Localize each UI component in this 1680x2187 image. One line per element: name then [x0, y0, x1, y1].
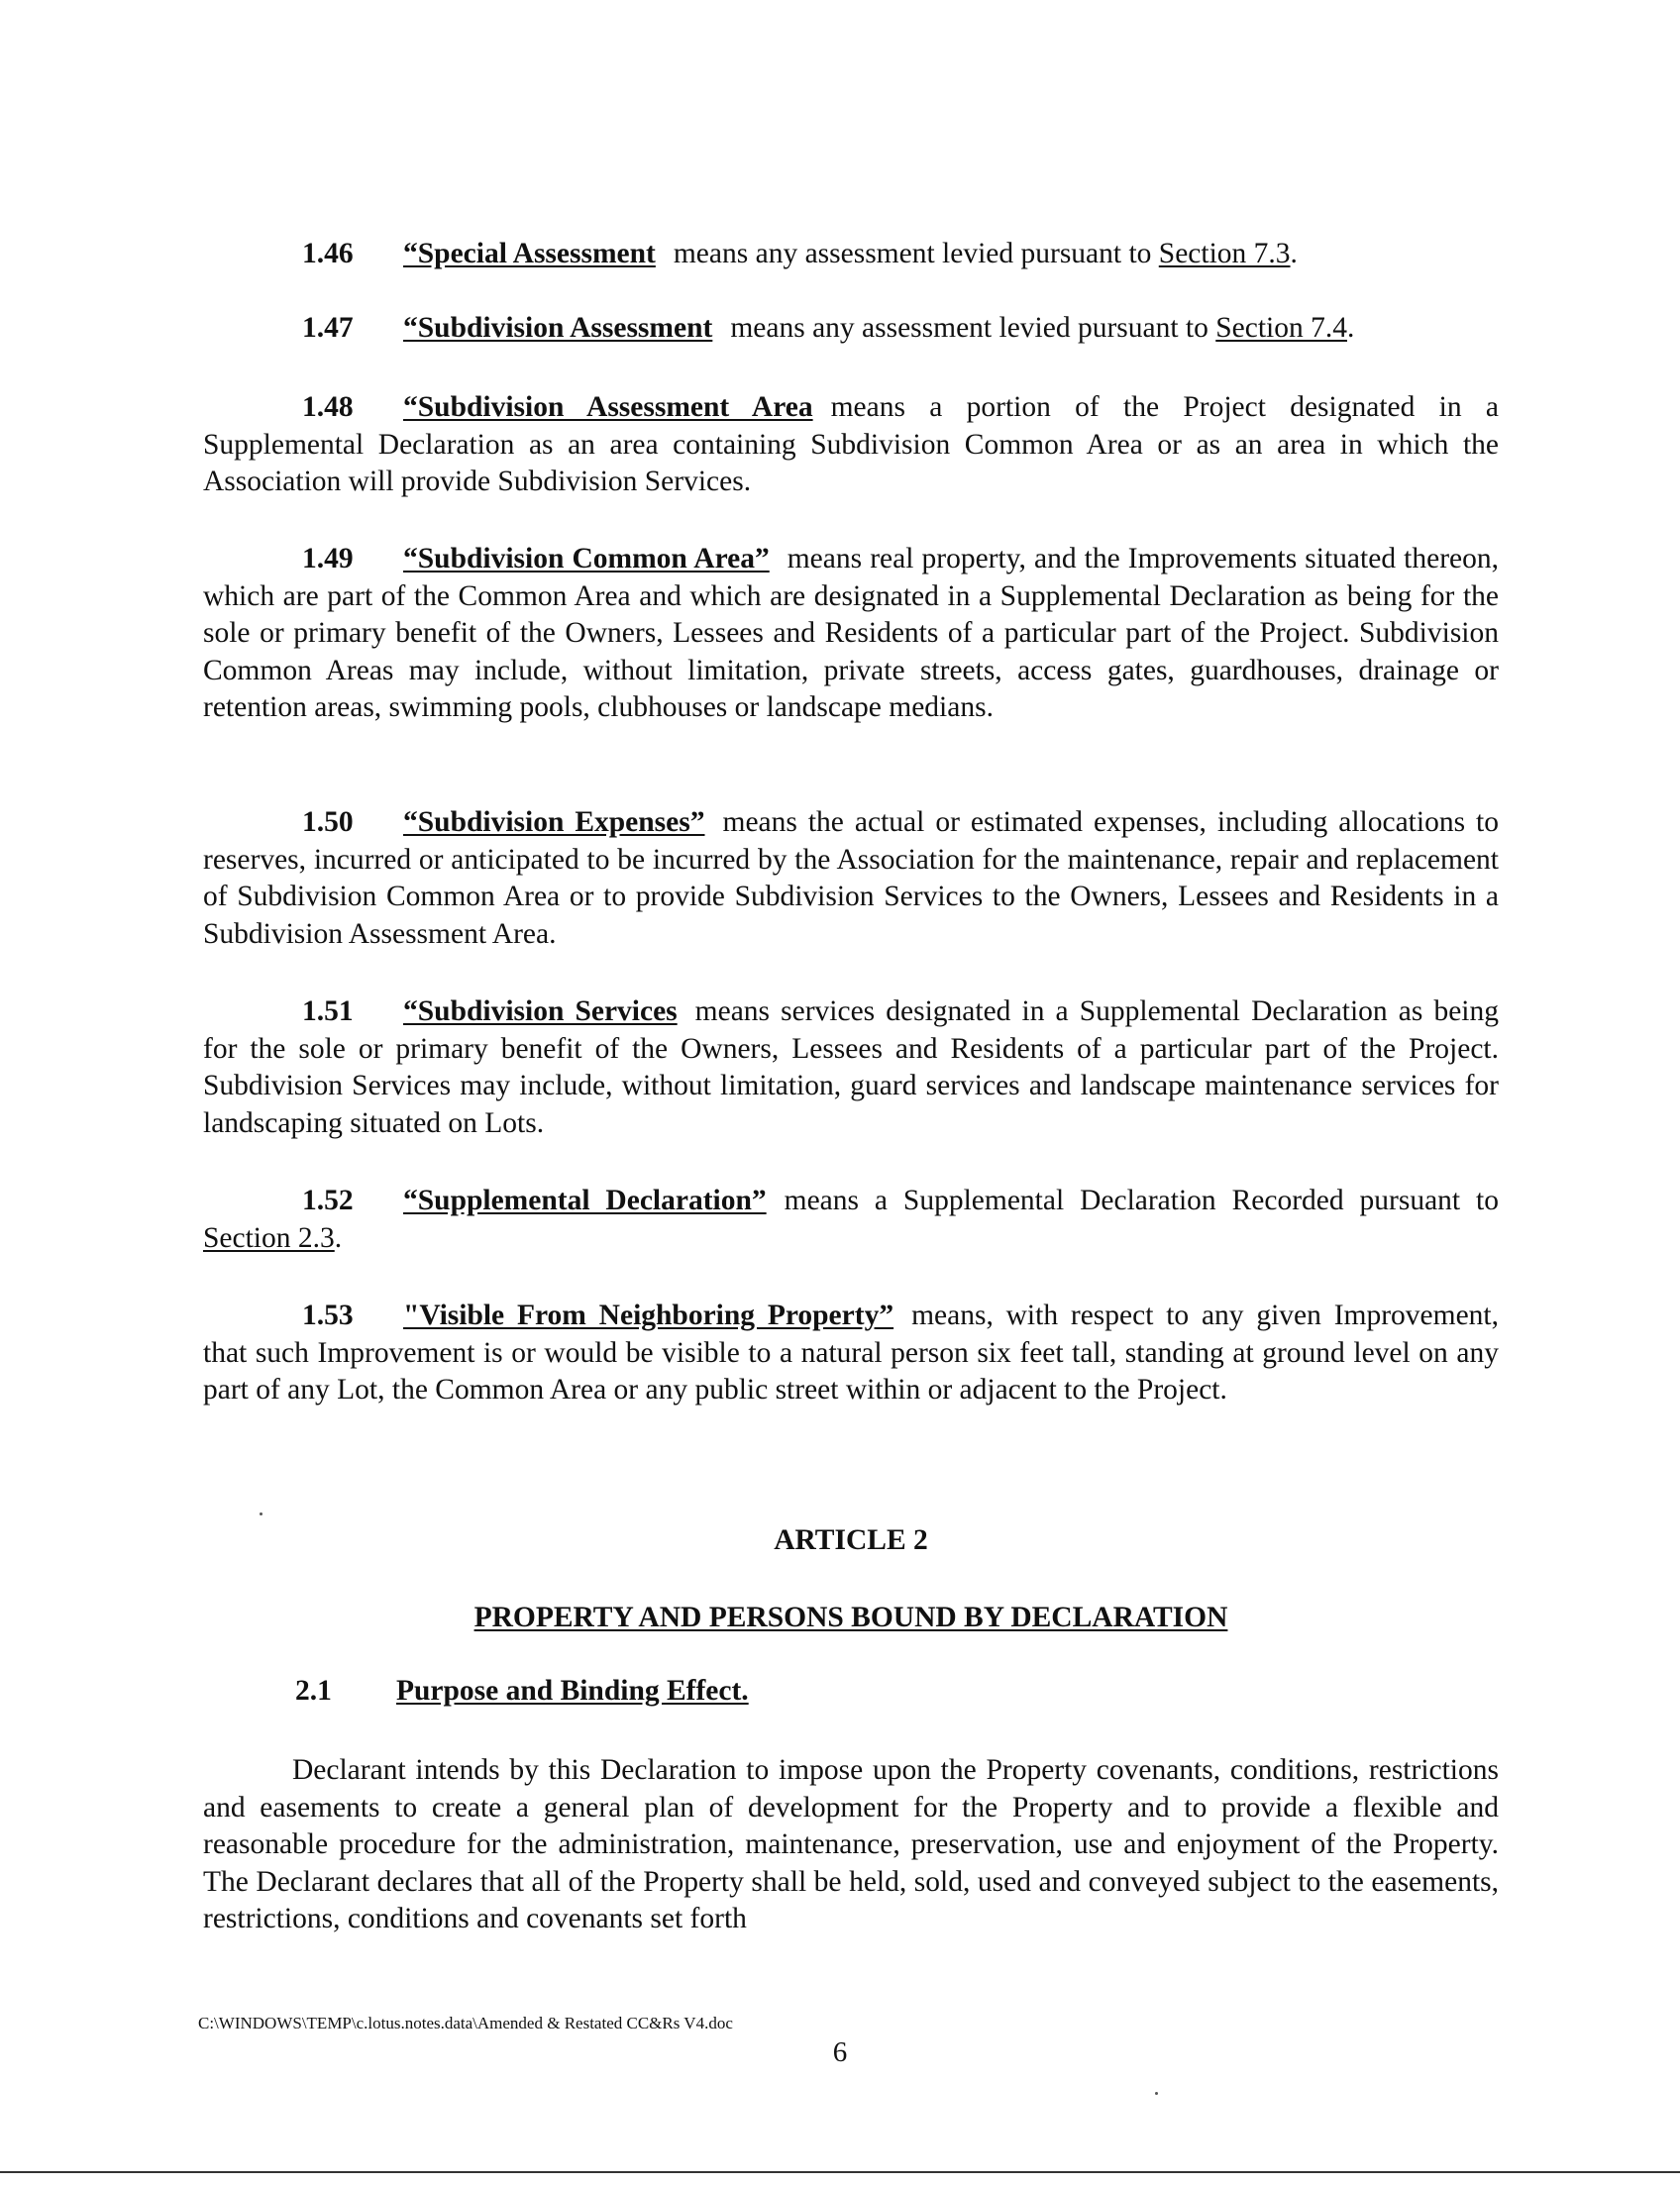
footer-file-path: C:\WINDOWS\TEMP\c.lotus.notes.data\Amended & Restated CC&Rs V4.doc — [198, 2014, 733, 2032]
definition-1-52: 1.52 “Supplemental Declaration” means a Supplemental Declaration Recorded pursuant to Section 2.3. — [203, 1185, 1499, 1254]
article-subtitle: PROPERTY AND PERSONS BOUND BY DECLARATION — [473, 1602, 1228, 1633]
definition-text: means the actual or estimated expenses, including allocations to reserves, incurred or anticipated to be incurred by the Association for the maintenance, repair and replacement of Subdivision Common Area or to provide Subdivision Services to the Owners, Lessees and Residents in a Subdivision Assessment Area. — [203, 806, 1499, 950]
definition-text: means real property, and the Improvements situated thereon, which are part of the Common Area and which are designated in a Supplemental Declaration as being for the sole or primary benefit of the Owners, Lessees and Residents of a particular part of the Project. Subdivision Common Areas may include, without limitation, private streets, access gates, guardhouses, drainage or retention areas, swimming pools, clubhouses or landscape medians. — [203, 543, 1499, 723]
definition-term: “Subdivision Expenses” — [403, 806, 705, 838]
definition-text: means a portion of the Project designated in a Supplemental Declaration as an area containing Subdivision Common Area or as an area in which the Association will provide Subdivision Services. — [203, 391, 1499, 497]
definition-term: "Visible From Neighboring Property” — [403, 1300, 894, 1331]
definition-number: 1.53 — [302, 1300, 354, 1331]
definition-text: means any assessment levied pursuant to — [673, 238, 1159, 269]
definition-term: “Supplemental Declaration” — [403, 1185, 767, 1216]
section-title: Purpose and Binding Effect. — [396, 1675, 749, 1707]
definition-1-46: 1.46 “Special Assessment means any assessment levied pursuant to Section 7.3. — [203, 236, 1499, 273]
definition-1-51 — [203, 993, 1499, 1142]
definition-text: means any assessment levied pursuant to — [730, 312, 1216, 344]
section-2-1-heading — [295, 1673, 749, 1711]
definition-number: 1.52 — [302, 1185, 354, 1216]
definition-text: means services designated in a Supplemental Declaration as being for the sole or primary benefit of the Owners, Lessees and Residents of a particular part of the Project. Subdivision Services may include, without limitation, guard services and landscape maintenance services for landscaping situated on Lots. — [203, 995, 1499, 1139]
definition-term: “Special Assessment — [403, 238, 656, 269]
definition-1-50 — [203, 804, 1499, 953]
definition-term: “Subdivision Common Area” — [403, 543, 770, 574]
page-number: 6 — [832, 2036, 848, 2068]
article-title: ARTICLE 2 — [774, 1524, 928, 1556]
definition-number: 1.46 — [302, 238, 354, 269]
section-reference: Section 7.3 — [1158, 238, 1291, 269]
section-2-1-body: Declarant intends by this Declaration to impose upon the Property covenants, conditions, restrictions and easements to create a general plan of development for the Property and to provide a flexible and reasonable procedure for the administration, maintenance, preservation, use and enjoyment of the Property. The Declarant declares that all of the Property shall be held, sold, used and conveyed subject to the easements, restrictions, conditions and covenants set forth — [203, 1754, 1499, 1934]
scan-edge-line — [0, 2171, 1680, 2173]
definition-term: “Subdivision Assessment Area — [403, 391, 813, 423]
definition-text: means, with respect to any given Improvement, that such Improvement is or would be visible to a natural person six feet tall, standing at ground level on any part of any Lot, the Common Area or any public street within or adjacent to the Project. — [203, 1300, 1499, 1406]
definition-text: means a Supplemental Declaration Recorded pursuant to — [784, 1185, 1499, 1216]
definition-number: 1.50 — [302, 806, 354, 838]
definition-number: 1.51 — [302, 995, 354, 1027]
definition-number: 1.47 — [302, 312, 354, 344]
scan-speck — [260, 1512, 262, 1515]
definition-number: 1.49 — [302, 543, 354, 574]
definition-1-47: 1.47 “Subdivision Assessment means any assessment levied pursuant to Section 7.4. — [203, 310, 1499, 348]
definition-1-48 — [203, 389, 1499, 501]
section-number: 2.1 — [295, 1675, 332, 1707]
section-reference: Section 7.4 — [1215, 312, 1347, 344]
section-reference: Section 2.3 — [203, 1221, 335, 1254]
definition-number: 1.48 — [302, 391, 354, 423]
definition-1-53 — [203, 1298, 1499, 1409]
definition-term: “Subdivision Services — [403, 995, 678, 1027]
definition-1-49 — [203, 541, 1499, 727]
scan-speck — [1155, 2092, 1158, 2095]
definition-term: “Subdivision Assessment — [403, 312, 713, 344]
